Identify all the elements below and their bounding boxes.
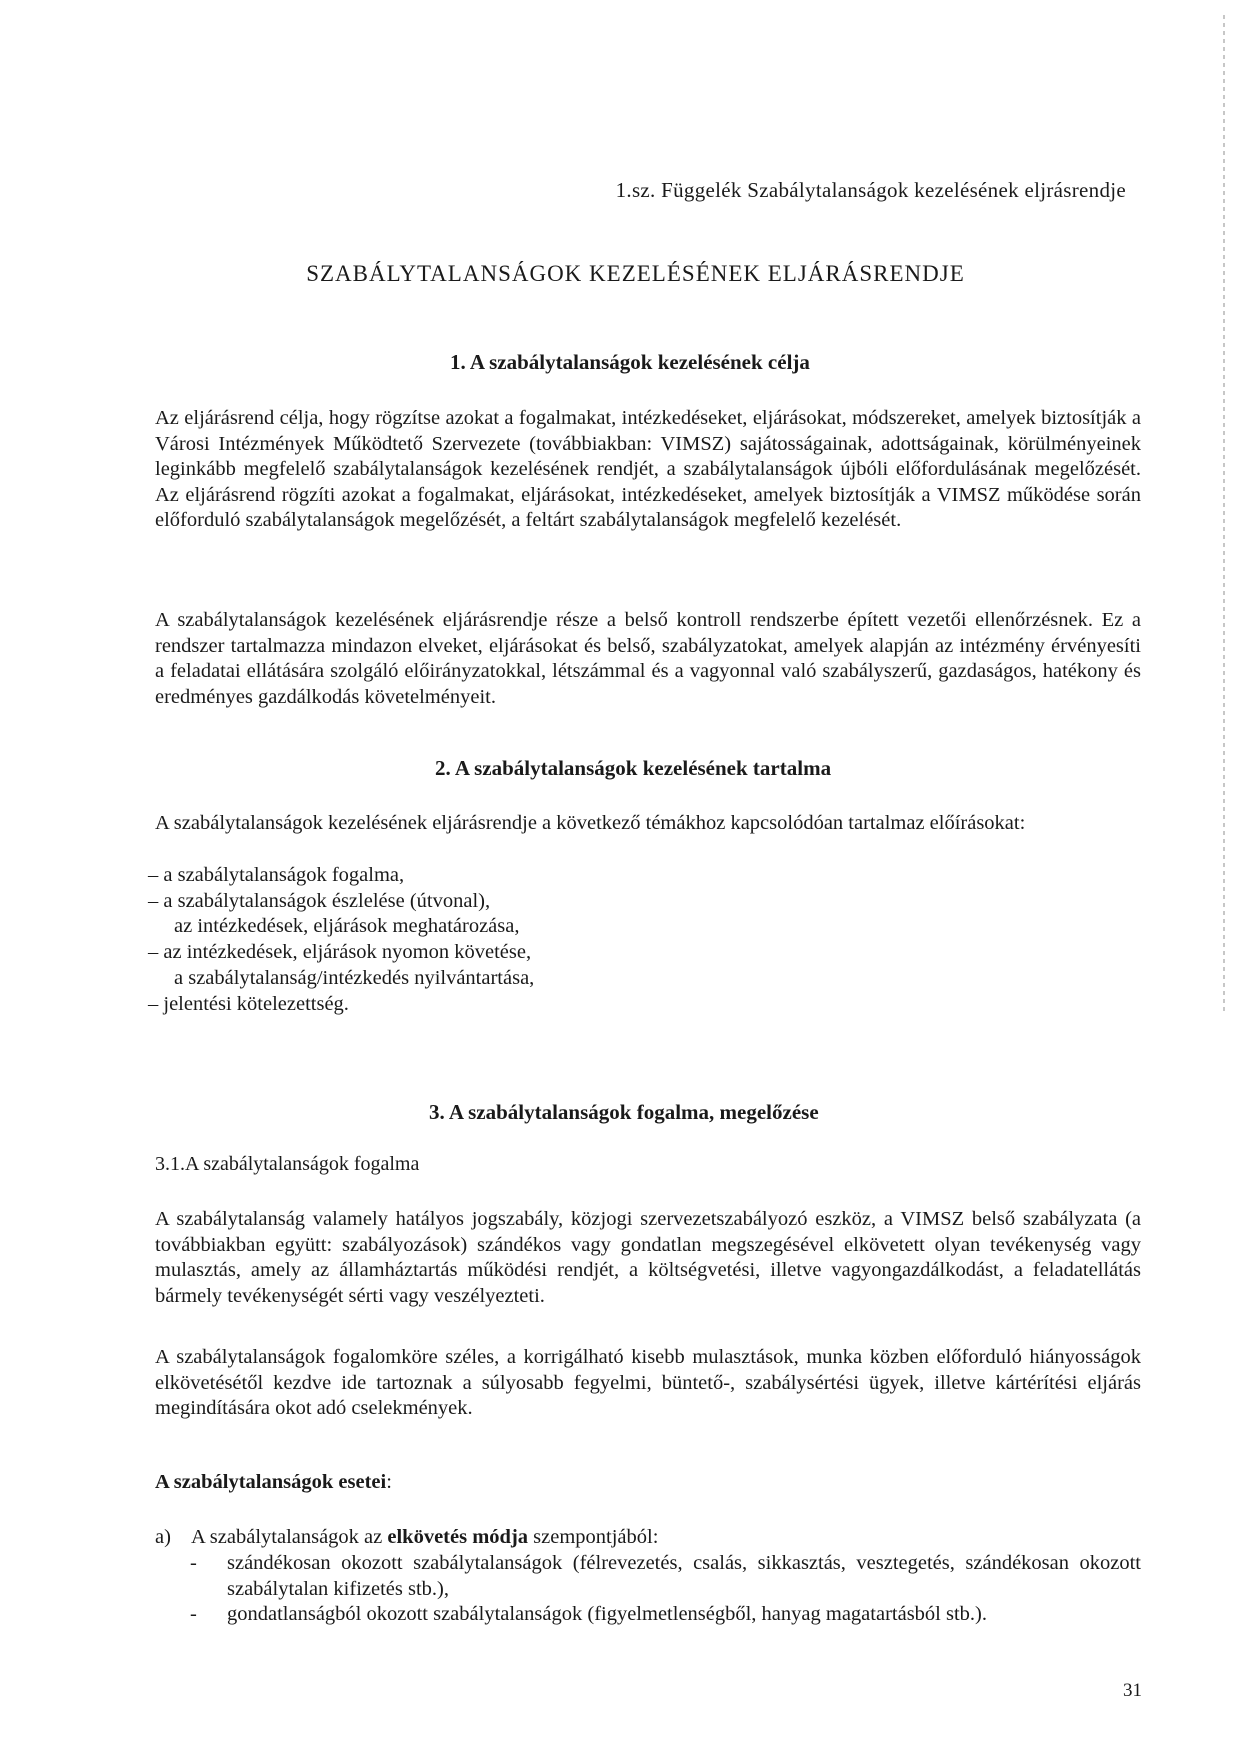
section-3-paragraph-2: A szabálytalanságok fogalomköre széles, a korrigálható kisebb mulasztások, munka közben előforduló hiányosságok elkövetésétől kezdve ide tartoznak a súlyosabb fegyelmi, büntető-, szabálysértési ügyek, illetve kártérítési eljárás megindítására okot adó cselekmények.	[155, 1346, 1141, 1420]
section-1-heading: 1. A szabálytalanságok kezelésének célja	[450, 350, 810, 374]
cases-title-colon: :	[386, 1471, 392, 1493]
case-a-list	[190, 1551, 1141, 1628]
cases-title-text: A szabálytalanságok esetei	[155, 1471, 387, 1493]
list-item	[190, 1602, 1141, 1628]
scan-edge-artifact	[1223, 15, 1225, 1015]
list-item-text: gondatlanságból okozott szabálytalanságok (figyelmetlenségből, hanyag magatartásból stb.).	[227, 1603, 987, 1625]
section-3-1-subheading: 3.1.A szabálytalanságok fogalma	[155, 1153, 420, 1175]
document-title: SZABÁLYTALANSÁGOK KEZELÉSÉNEK ELJÁRÁSRENDJE	[306, 261, 965, 286]
list-item: – az intézkedések, eljárások nyomon követése,	[148, 941, 532, 964]
list-item: – a szabálytalanságok észlelése (útvonal),	[148, 889, 491, 912]
list-item: a szabálytalanság/intézkedés nyilvántartása,	[174, 966, 535, 989]
case-a-text-bold: elkövetés módja	[387, 1526, 529, 1548]
section-1-paragraph-2: A szabálytalanságok kezelésének eljárásrendje része a belső kontroll rendszerbe épített vezetői ellenőrzésnek. Ez a rendszer tartalmazza mindazon elveket, eljárásokat és belső, szabályzatokat, amelyek alapján az intézmény érvényesíti a feladatai ellátására szolgáló előirányzatokkal, létszámmal és a vagyonnal való szabályszerű, gazdaságos, hatékony és eredményes gazdálkodás követelményeit.	[155, 609, 1141, 708]
section-1-paragraph-1: Az eljárásrend célja, hogy rögzítse azokat a fogalmakat, intézkedéseket, eljárásokat, módszereket, amelyek biztosítják a Városi Intézmények Működtető Szervezete (továbbiakban: VIMSZ) sajátosságainak, adottságainak, körülményeinek leginkább megfelelő szabálytalanságok kezelésének rendjét, a szabálytalanságok újbóli előfordulásának megelőzését. Az eljárásrend rögzíti azokat a fogalmakat, eljárásokat, intézkedéseket, amelyek biztosítják a VIMSZ működése során előforduló szabálytalanságok megelőzését, a feltárt szabálytalanságok megfelelő kezelését.	[155, 407, 1141, 532]
list-item: az intézkedések, eljárások meghatározása,	[174, 915, 520, 938]
section-3-paragraph-1: A szabálytalanság valamely hatályos jogszabály, közjogi szervezetszabályozó eszköz, a VIMSZ belső szabályzata (a továbbiakban együtt: szabályozások) szándékos vagy gondatlan megszegésével elkövetett olyan tevékenység vagy mulasztás, amely az államháztartás működési rendjét, a költségvetési, illetve vagyongazdálkodást, a feladatellátás bármely tevékenységét sérti vagy veszélyezteti.	[155, 1208, 1141, 1307]
list-item	[190, 1551, 1141, 1602]
list-item: – a szabálytalanságok fogalma,	[148, 864, 405, 886]
list-item: – jelentési kötelezettség.	[148, 992, 349, 1015]
section-2-intro: A szabálytalanságok kezelésének eljárásrendje a következő témákhoz kapcsolódóan tartalmaz előírásokat:	[155, 812, 1026, 834]
case-a	[155, 1526, 658, 1549]
cases-title	[155, 1471, 392, 1494]
case-a-text-after: szempontjából:	[528, 1526, 659, 1548]
page-number: 31	[1123, 1680, 1142, 1701]
section-2-heading: 2. A szabálytalanságok kezelésének tartalma	[435, 756, 832, 780]
section-2-topic-list	[148, 863, 534, 1017]
appendix-title: 1.sz. Függelék Szabálytalanságok kezelésének eljrásrendje	[615, 178, 1126, 202]
section-3-heading: 3. A szabálytalanságok fogalma, megelőzése	[429, 1100, 819, 1124]
case-a-label: a)	[155, 1526, 171, 1548]
list-item-text: szándékosan okozott szabálytalanságok (félrevezetés, csalás, sikkasztás, vesztegetés, szándékosan okozott szabálytalan kifizetés stb.),	[227, 1552, 1141, 1600]
dash-marker: -	[190, 1552, 197, 1574]
case-a-text-before: A szabálytalanságok az	[191, 1526, 388, 1548]
dash-marker: -	[190, 1603, 197, 1625]
